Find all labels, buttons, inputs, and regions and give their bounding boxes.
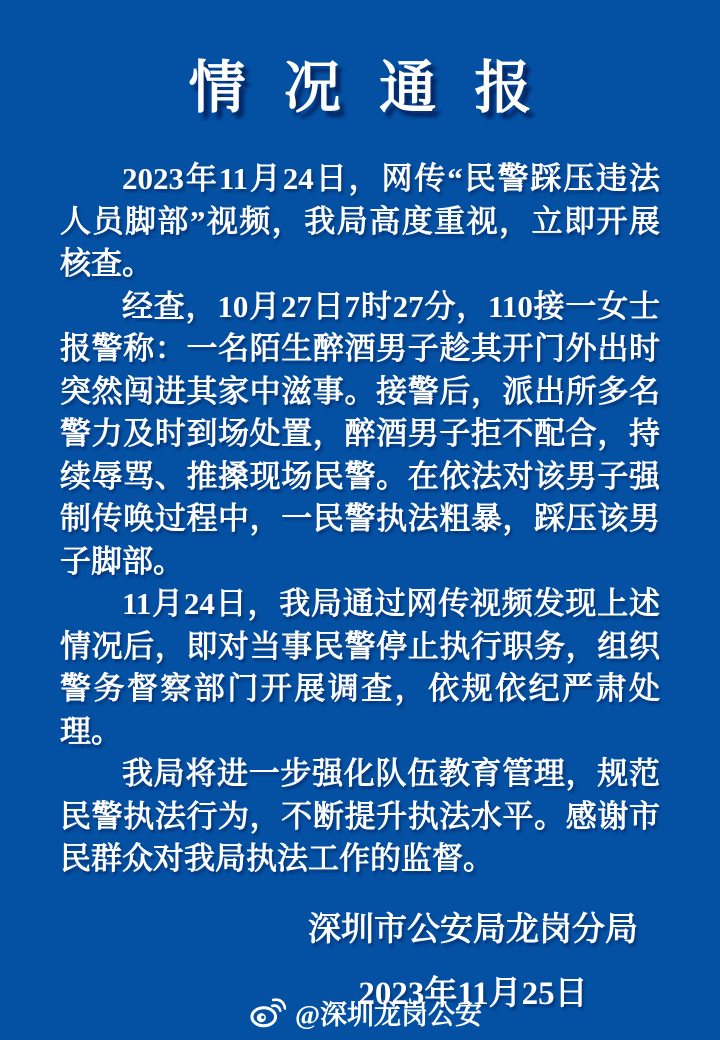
body-paragraph: 11月24日，我局通过网传视频发现上述情况后，即对当事民警停止执行职务，组织警务督察部门开展调查，依规依纪严肃处理。 — [60, 586, 660, 749]
notice-body — [60, 158, 660, 881]
page-title: 情 况 通 报 — [188, 57, 544, 120]
signature-agency: 深圳市公安局龙岗分局 — [308, 911, 638, 948]
footer-bar — [6, 993, 720, 1032]
signature-date: 2023年11月25日 — [358, 975, 588, 1012]
weibo-handle: @深圳龙岗公安 — [294, 1000, 483, 1030]
body-paragraph: 2023年11月24日，网传“民警踩压违法人员脚部”视频，我局高度重视，立即开展核查。 — [60, 161, 660, 281]
body-paragraph: 我局将进一步强化队伍教育管理，规范民警执法行为，不断提升执法水平。感谢市民群众对我局执法工作的监督。 — [60, 756, 660, 876]
body-paragraph: 经查，10月27日7时27分，110接一女士报警称：一名陌生醉酒男子趁其开门外出时突然闯进其家中滋事。接警后，派出所多名警力及时到场处置，醉酒男子拒不配合，持续辱骂、推搡现场民警。在依法对该男子强制传唤过程中，一民警执法粗暴，踩压该男子脚部。 — [60, 288, 660, 579]
weibo-icon — [250, 997, 286, 1028]
